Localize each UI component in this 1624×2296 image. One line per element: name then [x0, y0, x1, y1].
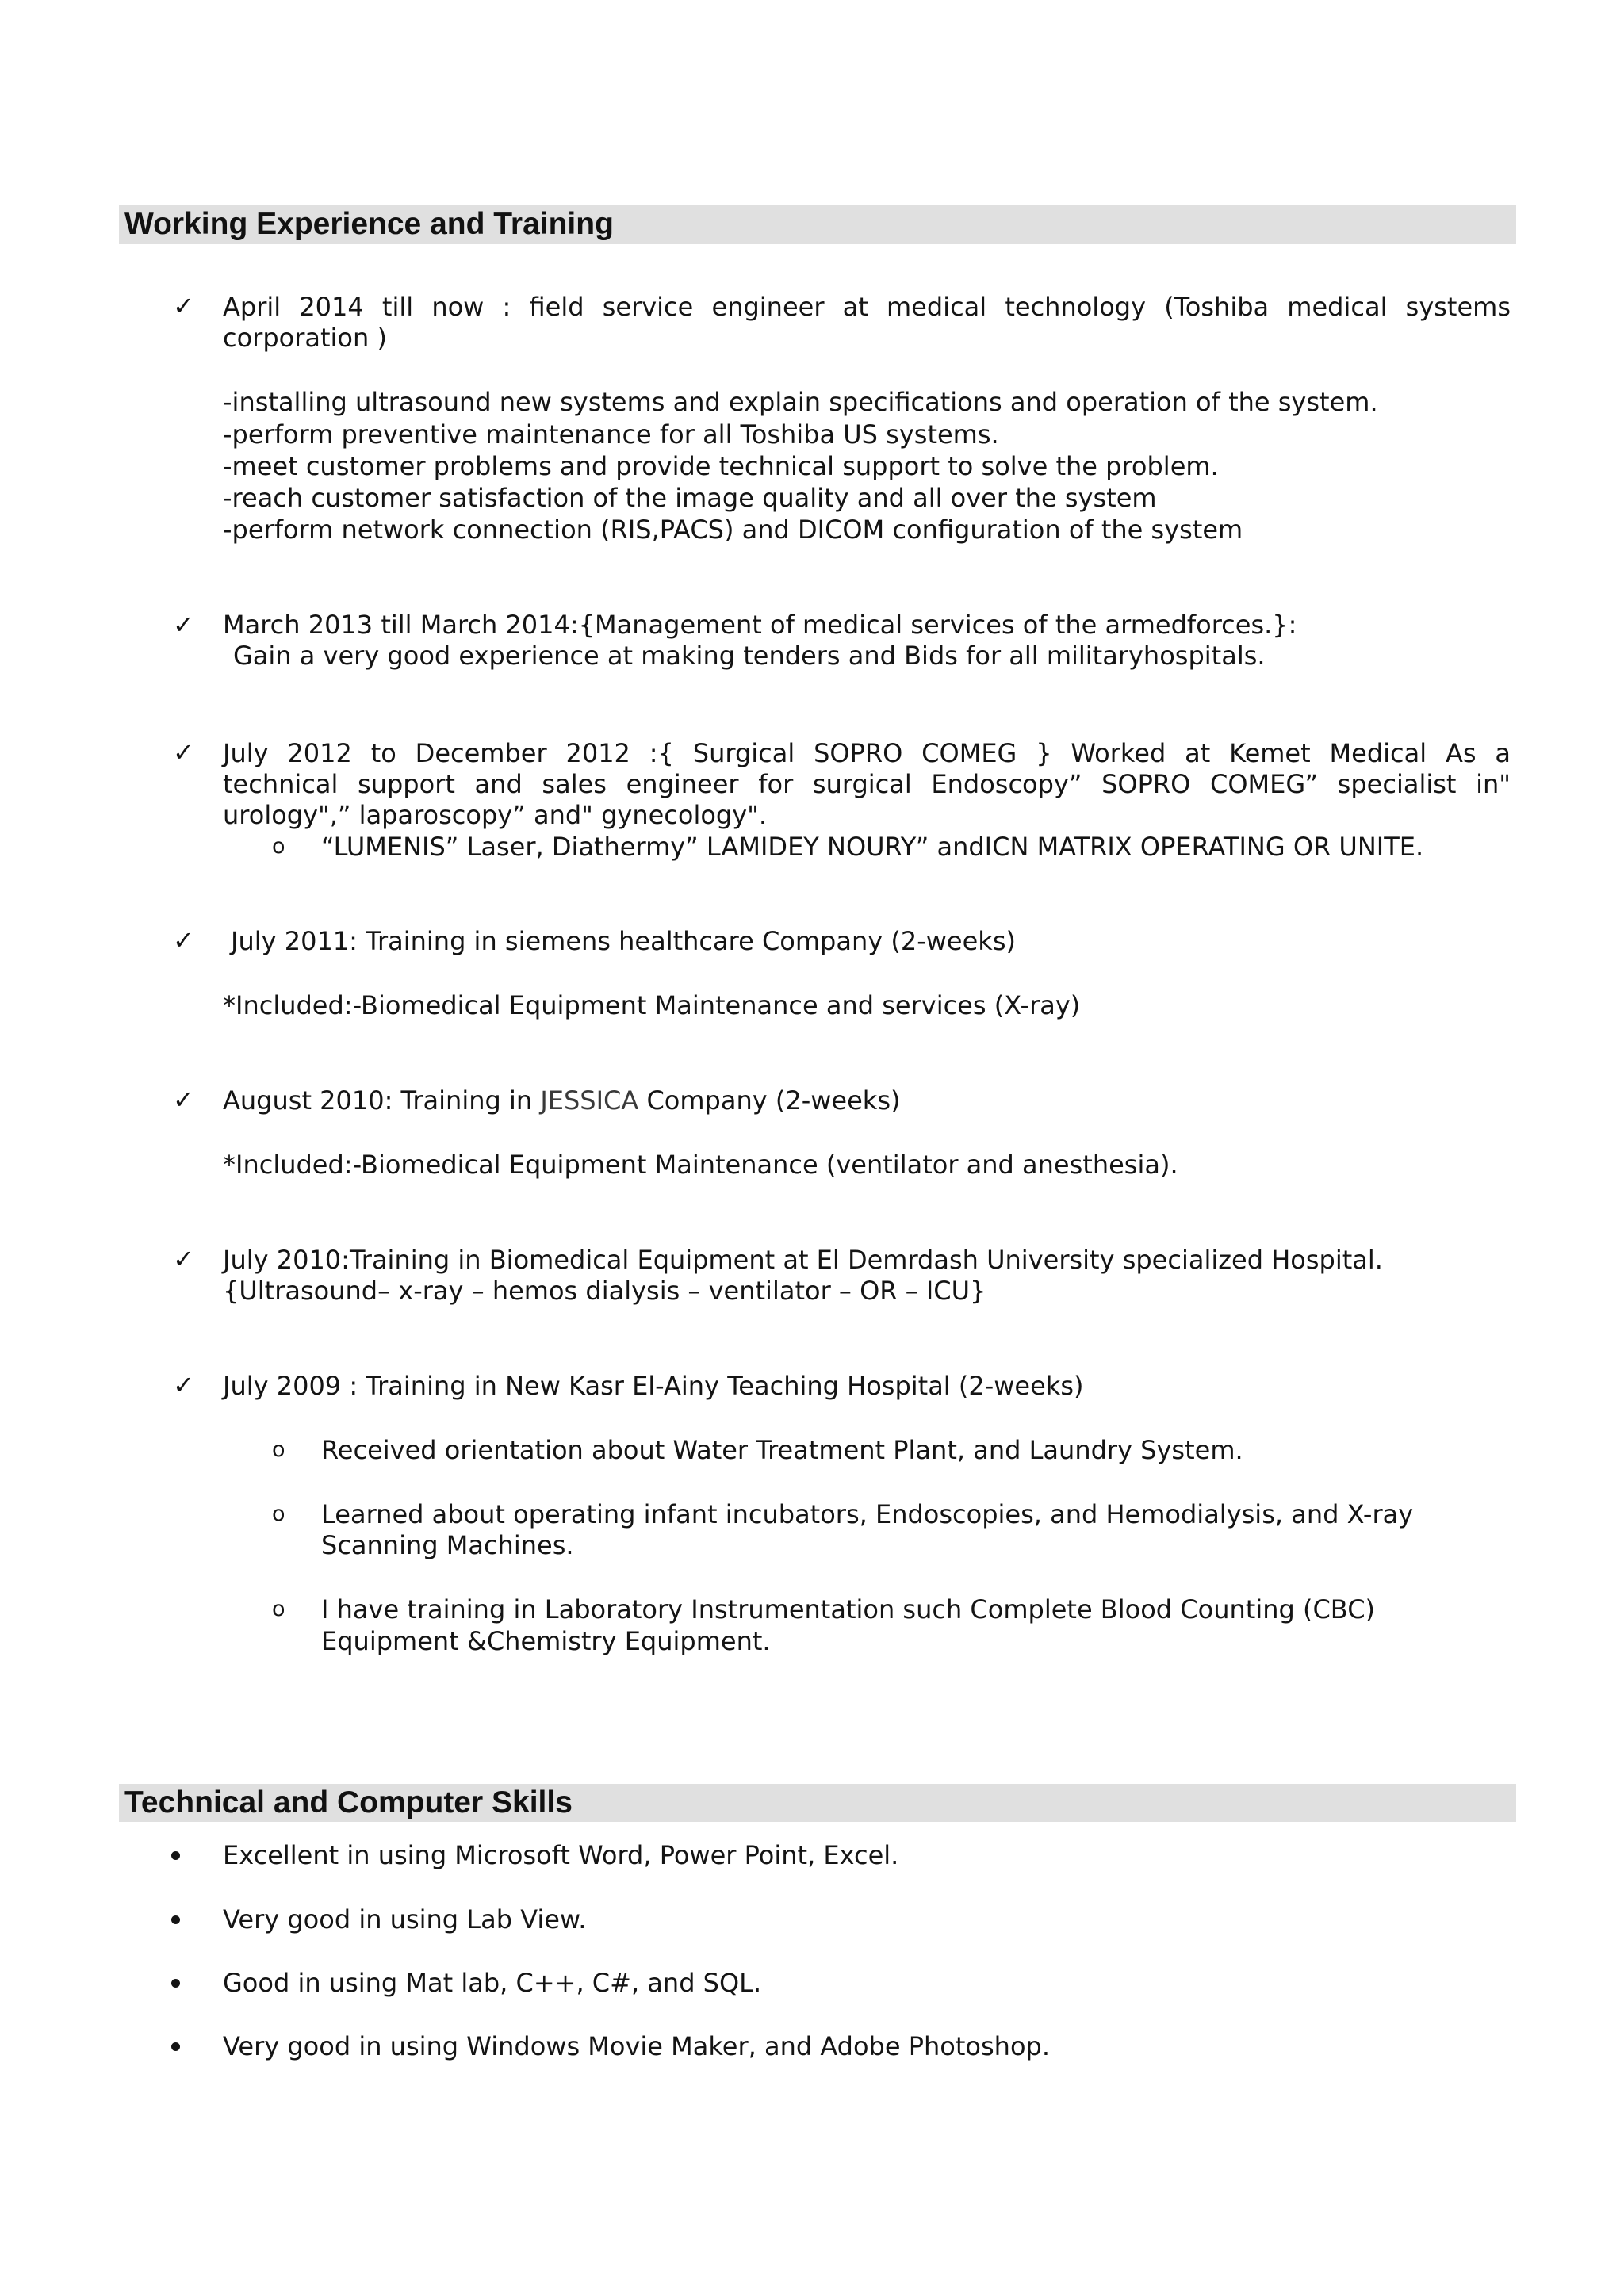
- experience-4-line-2: *Included:-Biomedical Equipment Maintenance and services (X-ray): [223, 990, 1081, 1020]
- experience-1-duty-3: -meet customer problems and provide technical support to solve the problem.: [223, 451, 1219, 481]
- check-icon: ✓: [173, 1370, 194, 1400]
- circle-bullet-icon: o: [272, 834, 285, 859]
- bullet-dot-icon: [171, 2042, 180, 2051]
- skill-item: Good in using Mat lab, C++, C#, and SQL.: [223, 1968, 762, 1998]
- experience-7-sub-2-line-2: Scanning Machines.: [321, 1530, 574, 1560]
- check-icon: ✓: [173, 291, 194, 321]
- experience-1-duty-4: -reach customer satisfaction of the image quality and all over the system: [223, 483, 1157, 513]
- experience-5-company: JESSICA: [540, 1085, 639, 1115]
- experience-2-line-2: Gain a very good experience at making tenders and Bids for all militaryhospitals.: [233, 641, 1266, 671]
- check-icon: ✓: [173, 610, 194, 640]
- experience-5-prefix: August 2010: Training in: [223, 1085, 541, 1115]
- bullet-dot-icon: [171, 1979, 180, 1988]
- experience-3-sub-1: “LUMENIS” Laser, Diathermy” LAMIDEY NOURY” andICN MATRIX OPERATING OR UNITE.: [321, 832, 1424, 862]
- check-icon: ✓: [173, 1244, 194, 1274]
- experience-1-duty-2: -perform preventive maintenance for all Toshiba US systems.: [223, 419, 999, 450]
- circle-bullet-icon: o: [272, 1437, 285, 1462]
- skill-item: Very good in using Lab View.: [223, 1904, 587, 1934]
- experience-section-header: Working Experience and Training: [119, 205, 1516, 244]
- experience-6-line-2: {Ultrasound– x-ray – hemos dialysis – ventilator – OR – ICU}: [223, 1276, 986, 1306]
- circle-bullet-icon: o: [272, 1502, 285, 1526]
- check-icon: ✓: [173, 1085, 194, 1115]
- experience-5-suffix: Company (2-weeks): [638, 1085, 901, 1115]
- experience-7-line-1: July 2009 : Training in New Kasr El-Ainy Teaching Hospital (2-weeks): [223, 1371, 1084, 1401]
- experience-7-sub-3-line-1: I have training in Laboratory Instrumentation such Complete Blood Counting (CBC): [321, 1594, 1376, 1624]
- experience-7-sub-3-line-2: Equipment &Chemistry Equipment.: [321, 1626, 771, 1656]
- experience-7-sub-1: Received orientation about Water Treatment Plant, and Laundry System.: [321, 1435, 1243, 1465]
- experience-4-line-1: July 2011: Training in siemens healthcare Company (2-weeks): [231, 926, 1016, 956]
- experience-7-sub-2-line-1: Learned about operating infant incubators, Endoscopies, and Hemodialysis, and X-ray: [321, 1499, 1414, 1529]
- check-icon: ✓: [173, 737, 194, 767]
- circle-bullet-icon: o: [272, 1597, 285, 1621]
- experience-5-line-2: *Included:-Biomedical Equipment Maintenance (ventilator and anesthesia).: [223, 1150, 1178, 1180]
- experience-2-line-1: March 2013 till March 2014:{Management of medical services of the armedforces.}:: [223, 610, 1297, 640]
- skill-item: Excellent in using Microsoft Word, Power Point, Excel.: [223, 1840, 899, 1870]
- bullet-dot-icon: [171, 1915, 180, 1924]
- experience-3-line-2: technical support and sales engineer for surgical Endoscopy” SOPRO COMEG” specialist in": [223, 769, 1511, 799]
- skill-item: Very good in using Windows Movie Maker, and Adobe Photoshop.: [223, 2031, 1051, 2061]
- experience-1-duty-5: -perform network connection (RIS,PACS) and DICOM configuration of the system: [223, 515, 1243, 545]
- experience-6-line-1: July 2010:Training in Biomedical Equipment at El Demrdash University specialized Hospital.: [223, 1245, 1383, 1275]
- skills-section-header: Technical and Computer Skills: [119, 1784, 1516, 1822]
- bullet-dot-icon: [171, 1851, 180, 1860]
- experience-3-line-3: urology",” laparoscopy” and" gynecology".: [223, 800, 768, 830]
- experience-3-line-1: July 2012 to December 2012 :{ Surgical SOPRO COMEG } Worked at Kemet Medical As a: [223, 738, 1511, 768]
- experience-5-line-1: [223, 1085, 900, 1116]
- experience-1-line-2: corporation ): [223, 323, 387, 353]
- experience-1-duty-1: -installing ultrasound new systems and explain specifications and operation of the system.: [223, 387, 1378, 417]
- check-icon: ✓: [173, 925, 194, 955]
- experience-1-line-1: April 2014 till now : field service engineer at medical technology (Toshiba medical systems: [223, 292, 1511, 322]
